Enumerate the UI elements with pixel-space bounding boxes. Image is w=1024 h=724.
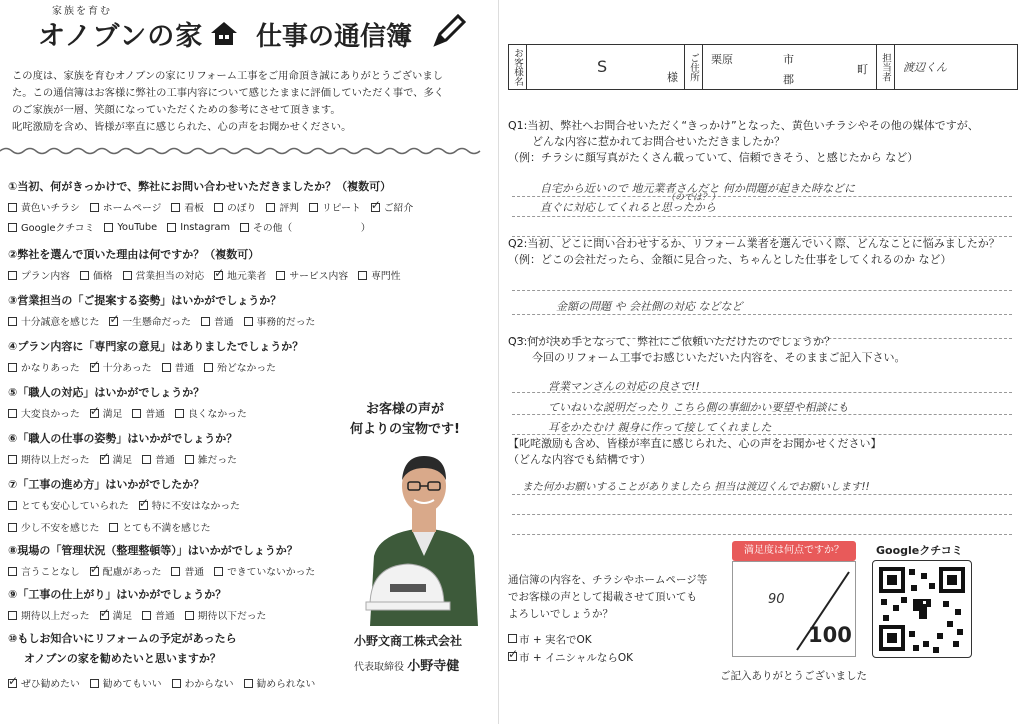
q1-text <box>508 118 979 166</box>
ceo-name: 小野寺健 <box>407 659 460 674</box>
option-label: かなりあった <box>21 363 80 374</box>
option-item[interactable] <box>162 360 195 374</box>
checkbox[interactable] <box>142 455 151 464</box>
option-label: 営業担当の対応 <box>135 271 205 282</box>
q4-text <box>508 436 882 468</box>
option-item[interactable] <box>139 498 240 512</box>
option-item[interactable] <box>185 608 267 622</box>
checkbox[interactable] <box>201 317 210 326</box>
checkbox[interactable] <box>162 363 171 372</box>
question-label: ③営業担当の「ご提案する姿勢」はいかがでしょうか？ <box>8 294 282 307</box>
checkbox[interactable] <box>167 223 176 232</box>
option-item[interactable] <box>214 268 266 282</box>
question-label: ⑩もしお知合いにリフォームの予定があったら <box>8 632 237 645</box>
option-item[interactable] <box>90 564 162 578</box>
q2-answer: 金額の問題 や 会社側の対応 などなど <box>556 300 743 313</box>
option-label: ホームページ <box>102 203 162 214</box>
option-label: 地元業者 <box>227 271 267 282</box>
checkbox[interactable] <box>185 455 194 464</box>
option-row <box>8 564 315 578</box>
address-town-label: 町 <box>857 63 868 76</box>
option-item[interactable] <box>90 200 162 214</box>
google-review-label: Googleクチコミ <box>876 544 963 557</box>
checkbox[interactable] <box>109 523 118 532</box>
intro-line: のご家族が一層、笑顔になっていただくための参考にさせて頂きます。 <box>12 104 341 116</box>
publish-line: でお客様の声として掲載させて頂いても <box>508 591 697 603</box>
q1-line: Q1:当初、弊社へお問合せいただく“きっかけ”となった、黄色いチラシやその他の媒体ですが、 <box>508 119 979 132</box>
q1-answer-note: （のでは？） <box>666 193 721 203</box>
answer-line <box>512 196 1012 197</box>
address-city-label: 市 <box>783 53 794 66</box>
satisfaction-value: 90 <box>768 592 785 607</box>
q1-answer: 自宅から近いので 地元業者さんだと 何か問題が起きた時などに <box>540 182 855 195</box>
option-item[interactable] <box>8 520 99 534</box>
option-row <box>8 406 247 420</box>
q4-answer: また何かお願いすることがありましたら 担当は渡辺くんでお願いします!! <box>522 481 870 493</box>
address-cell <box>703 45 877 89</box>
option-row <box>8 360 276 374</box>
answer-line <box>512 216 1012 217</box>
option-item[interactable] <box>80 268 113 282</box>
option-label: その他（ ） <box>253 223 371 234</box>
checkbox[interactable] <box>139 501 148 510</box>
option-label: わからない <box>184 679 234 690</box>
option-label: 普通 <box>145 409 165 420</box>
option-label: 価格 <box>92 271 113 282</box>
option-label: 雑だった <box>197 455 237 466</box>
checkbox[interactable] <box>214 203 223 212</box>
option-item[interactable] <box>8 360 80 374</box>
option-item[interactable] <box>244 676 316 690</box>
checkbox[interactable] <box>244 317 253 326</box>
option-item[interactable] <box>90 360 152 374</box>
option-item[interactable] <box>8 452 90 466</box>
staff-name: 渡辺くん <box>903 61 947 74</box>
option-label: 普通 <box>155 455 175 466</box>
q3-answer: 耳をかたむけ 親身に作って接してくれました <box>548 421 772 434</box>
option-item[interactable] <box>266 200 299 214</box>
checkbox[interactable] <box>90 679 99 688</box>
staff-label <box>877 45 895 89</box>
option-label: とても不満を感じた <box>122 523 211 534</box>
option-row <box>8 676 315 690</box>
company-name: 小野文商工株式会社 <box>354 634 463 648</box>
checkbox[interactable] <box>240 223 249 232</box>
checkbox[interactable] <box>8 567 17 576</box>
checkbox[interactable] <box>8 203 17 212</box>
checkbox[interactable] <box>214 271 223 280</box>
answer-line <box>512 494 1012 495</box>
publish-option-realname[interactable] <box>508 632 592 647</box>
q1-answer: 直ぐに対応してくれると思ったから <box>540 201 716 214</box>
option-label: 期待以上だった <box>21 455 90 466</box>
answer-line <box>512 514 1012 515</box>
checkbox[interactable] <box>175 409 184 418</box>
option-item[interactable] <box>8 676 80 690</box>
checkbox[interactable] <box>8 317 17 326</box>
option-item[interactable] <box>8 498 129 512</box>
option-label: 満足 <box>112 455 133 466</box>
option-label: Googleクチコミ <box>21 223 95 234</box>
publish-option-initial[interactable] <box>508 650 633 665</box>
address-label-text: ご住所 <box>688 52 699 82</box>
option-item[interactable] <box>185 452 237 466</box>
checkbox[interactable] <box>8 501 17 510</box>
option-label: 普通 <box>155 611 175 622</box>
speech-line: お客様の声が <box>365 402 444 417</box>
option-item[interactable] <box>8 406 80 420</box>
thanks-text: ご記入ありがとうございました <box>720 670 867 682</box>
option-item[interactable] <box>309 200 361 214</box>
question-label: ⑤「職人の対応」はいかがでしょうか？ <box>8 386 205 399</box>
option-item[interactable] <box>371 200 413 214</box>
option-label: 言うことなし <box>21 567 80 578</box>
answer-line <box>512 314 1012 315</box>
option-label: サービス内容 <box>289 271 349 282</box>
option-item[interactable] <box>167 220 230 234</box>
question-label: ②弊社を選んで頂いた理由は何ですか？（複数可） <box>8 248 260 261</box>
option-label: YouTube <box>117 221 158 233</box>
option-item[interactable] <box>201 314 234 328</box>
publish-line: 通信簿の内容を、チラシやホームページ等 <box>508 574 708 586</box>
question-label: ④プラン内容に「専門家の意見」はありましたでしょうか？ <box>8 340 304 353</box>
option-item[interactable] <box>8 608 90 622</box>
checkbox[interactable] <box>100 455 109 464</box>
option-label: 少し不安を感じた <box>21 523 100 534</box>
option-item[interactable] <box>358 268 400 282</box>
option-label: 良くなかった <box>187 409 247 420</box>
staff-cell <box>895 45 1017 89</box>
option-item[interactable] <box>204 360 276 374</box>
house-icon <box>210 20 238 46</box>
q1-line: どんな内容に惹かれてお問合せいただきましたか？ <box>532 135 785 148</box>
satisfaction-max: 100 <box>808 623 852 647</box>
option-label: できていないかった <box>227 567 316 578</box>
sama-label: 様 <box>667 71 678 84</box>
qr-code[interactable] <box>872 560 972 658</box>
question-label: ①当初、何がきっかけで、弊社にお問い合わせいただきましたか？（複数可） <box>8 180 392 193</box>
checkbox[interactable] <box>8 409 17 418</box>
option-label: 勧めてもいい <box>102 679 162 690</box>
wave-divider <box>0 146 486 156</box>
checkbox[interactable] <box>204 363 213 372</box>
intro-text <box>12 68 486 136</box>
option-item[interactable] <box>142 452 175 466</box>
q2-text <box>508 236 1000 268</box>
checkbox[interactable] <box>214 567 223 576</box>
option-item[interactable] <box>8 200 80 214</box>
checkbox[interactable] <box>172 679 181 688</box>
checkbox[interactable] <box>185 611 194 620</box>
ceo-title: 代表取締役 <box>354 662 404 673</box>
option-item[interactable] <box>142 608 175 622</box>
option-item[interactable] <box>8 220 94 234</box>
option-label: 期待以下だった <box>197 611 267 622</box>
checkbox[interactable] <box>371 203 380 212</box>
checkbox[interactable] <box>276 271 285 280</box>
option-item[interactable] <box>171 564 204 578</box>
option-label: 配慮があった <box>102 567 162 578</box>
checkbox[interactable] <box>8 455 17 464</box>
option-item[interactable] <box>214 200 256 214</box>
checkbox[interactable] <box>90 203 99 212</box>
publish-line: よろしいでしょうか？ <box>508 608 613 620</box>
q1-example: （例：チラシに顔写真がたくさん載っていて、信頼できそう、と感じたから など） <box>508 151 919 164</box>
checkbox[interactable] <box>508 634 517 643</box>
option-item[interactable] <box>172 676 234 690</box>
option-item[interactable] <box>276 268 348 282</box>
option-label: 大変良かった <box>21 409 80 420</box>
option-item[interactable] <box>100 452 133 466</box>
option-item[interactable] <box>8 314 99 328</box>
option-item[interactable] <box>90 676 162 690</box>
address-city-value: 栗原 <box>711 53 733 66</box>
checkbox[interactable] <box>132 409 141 418</box>
option-label: ご紹介 <box>383 203 414 214</box>
ceo-photo <box>360 446 488 626</box>
option-label: 特に不安はなかった <box>151 501 240 512</box>
customer-name-cell <box>527 45 685 89</box>
option-item[interactable] <box>244 314 316 328</box>
q3-answer: 営業マンさんの対応の良さで!! <box>548 380 700 393</box>
option-item[interactable] <box>132 406 165 420</box>
ceo-signature <box>354 655 459 674</box>
option-item[interactable] <box>8 268 70 282</box>
option-label: Instagram <box>180 221 231 233</box>
page-title: 仕事の通信簿 <box>256 22 413 52</box>
answer-line <box>512 290 1012 291</box>
checkbox[interactable] <box>123 271 132 280</box>
publish-consent <box>508 572 707 623</box>
q3-text <box>508 334 905 366</box>
checkbox[interactable] <box>266 203 275 212</box>
question-label: ⑨「工事の仕上がり」はいかがでしょうか？ <box>8 588 227 601</box>
brand-tagline: 家族を育む <box>52 6 112 17</box>
q3-line: 今回のリフォーム工事でお感じいただいた内容を、そのままご記入下さい。 <box>532 351 906 364</box>
option-item[interactable] <box>104 220 157 234</box>
option-item[interactable] <box>123 268 205 282</box>
q3-line: Q3:何が決め手となって、弊社にご依頼いただけたのでしょうか？ <box>508 335 836 348</box>
option-label: 黄色いチラシ <box>21 203 80 214</box>
q2-example: （例：どこの会社だったら、金額に見合った、ちゃんとした仕事をしてくれるのか など） <box>508 253 952 266</box>
option-item[interactable] <box>214 564 315 578</box>
customer-label-text: お客様名 <box>512 48 523 86</box>
option-item[interactable] <box>109 314 191 328</box>
checkbox[interactable] <box>104 223 113 232</box>
option-label: リピート <box>321 203 361 214</box>
option-label: 勧められない <box>256 679 316 690</box>
publish-option-label: 市 + イニシャルならOK <box>519 652 633 664</box>
option-label: 普通 <box>213 317 234 328</box>
publish-option-label: 市 + 実名でOK <box>519 634 592 646</box>
option-label: 十分あった <box>102 363 152 374</box>
pen-icon <box>432 14 466 48</box>
option-label: 満足 <box>102 409 123 420</box>
checkbox[interactable] <box>90 409 99 418</box>
checkbox[interactable] <box>244 679 253 688</box>
option-item[interactable] <box>8 564 80 578</box>
checkbox[interactable] <box>109 317 118 326</box>
q4-line: 【叱咤激励も含め、皆様が率直に感じられた、心の声をお聞かせください】 <box>508 437 882 450</box>
checkbox[interactable] <box>8 271 17 280</box>
question-label: ⑧現場の「管理状況（整理整頓等）」はいかがでしょうか？ <box>8 544 298 557</box>
speech-bubble <box>350 400 460 440</box>
intro-line: この度は、家族を育むオノブンの家にリフォーム工事をご用命頂き誠にありがとうございまし <box>12 70 443 82</box>
checkbox[interactable] <box>309 203 318 212</box>
address-county-label: 郡 <box>783 73 794 86</box>
customer-info-table <box>508 44 1018 90</box>
customer-name: S <box>597 57 608 76</box>
checkbox[interactable] <box>100 611 109 620</box>
checkbox[interactable] <box>8 611 17 620</box>
checkbox[interactable] <box>90 363 99 372</box>
option-row <box>8 452 237 466</box>
option-label: 一生懸命だった <box>122 317 191 328</box>
option-row <box>8 608 266 622</box>
option-label: とても安心していられた <box>21 501 129 512</box>
checkbox[interactable] <box>80 271 89 280</box>
q2-line: Q2:当初、どこに問い合わせするか、リフォーム業者を選んでいく際、どんなことに悩みましたか？ <box>508 237 1000 250</box>
option-label: 評判 <box>279 203 299 214</box>
option-row <box>8 498 240 512</box>
staff-label-text: 担当者 <box>880 52 891 82</box>
option-label: 普通 <box>174 363 195 374</box>
checkbox[interactable] <box>142 611 151 620</box>
checkbox[interactable] <box>8 363 17 372</box>
option-label: 普通 <box>184 567 205 578</box>
intro-line: た。この通信簿はお客様に弊社の工事内容について感じたままに評価していただく事で、多く <box>12 87 445 99</box>
checkbox[interactable] <box>90 567 99 576</box>
checkbox[interactable] <box>358 271 367 280</box>
option-row <box>8 220 371 234</box>
satisfaction-label: 満足度は何点ですか？ <box>732 541 856 561</box>
q3-answer: ていねいな説明だったり こちら側の事細かい要望や相談にも <box>548 401 849 414</box>
option-item[interactable] <box>175 406 247 420</box>
checkbox[interactable] <box>171 567 180 576</box>
option-row <box>8 520 211 534</box>
qr-icon <box>873 561 971 657</box>
option-row <box>8 200 413 214</box>
option-label: 事務的だった <box>256 317 316 328</box>
option-label: 十分誠意を感じた <box>21 317 100 328</box>
option-label: 専門性 <box>371 271 401 282</box>
option-label: 看板 <box>184 203 204 214</box>
option-item[interactable] <box>100 608 133 622</box>
brand-name: オノブンの家 <box>38 21 204 52</box>
option-row <box>8 314 315 328</box>
option-item[interactable] <box>171 200 204 214</box>
checkbox[interactable] <box>508 652 517 661</box>
answer-line <box>512 534 1012 535</box>
customer-label <box>509 45 527 89</box>
q4-line: （どんな内容でも結構です） <box>508 453 651 466</box>
option-item[interactable] <box>109 520 210 534</box>
speech-line: 何よりの宝物です! <box>350 422 460 437</box>
option-label: 期待以上だった <box>21 611 90 622</box>
page-divider <box>498 0 499 724</box>
question-label: ⑥「職人の仕事の姿勢」はいかがでしょうか？ <box>8 432 238 445</box>
option-label: ぜひ勧めたい <box>21 679 80 690</box>
question-label: オノブンの家を勧めたいと思いますか？ <box>24 652 221 665</box>
intro-line: 叱咤激励を含め、皆様が率直に感じられた、心の声をお聞かせください。 <box>12 121 352 133</box>
checkbox[interactable] <box>8 679 17 688</box>
option-item[interactable] <box>90 406 123 420</box>
option-label: 殆どなかった <box>217 363 276 374</box>
option-row <box>8 268 401 282</box>
checkbox[interactable] <box>171 203 180 212</box>
checkbox[interactable] <box>8 223 17 232</box>
checkbox[interactable] <box>8 523 17 532</box>
question-label: ⑦「工事の進め方」はいかがでしたか？ <box>8 478 205 491</box>
address-label <box>685 45 703 89</box>
option-label: プラン内容 <box>21 271 70 282</box>
option-item[interactable] <box>240 220 371 234</box>
option-label: 満足 <box>112 611 133 622</box>
option-label: のぼり <box>226 203 257 214</box>
